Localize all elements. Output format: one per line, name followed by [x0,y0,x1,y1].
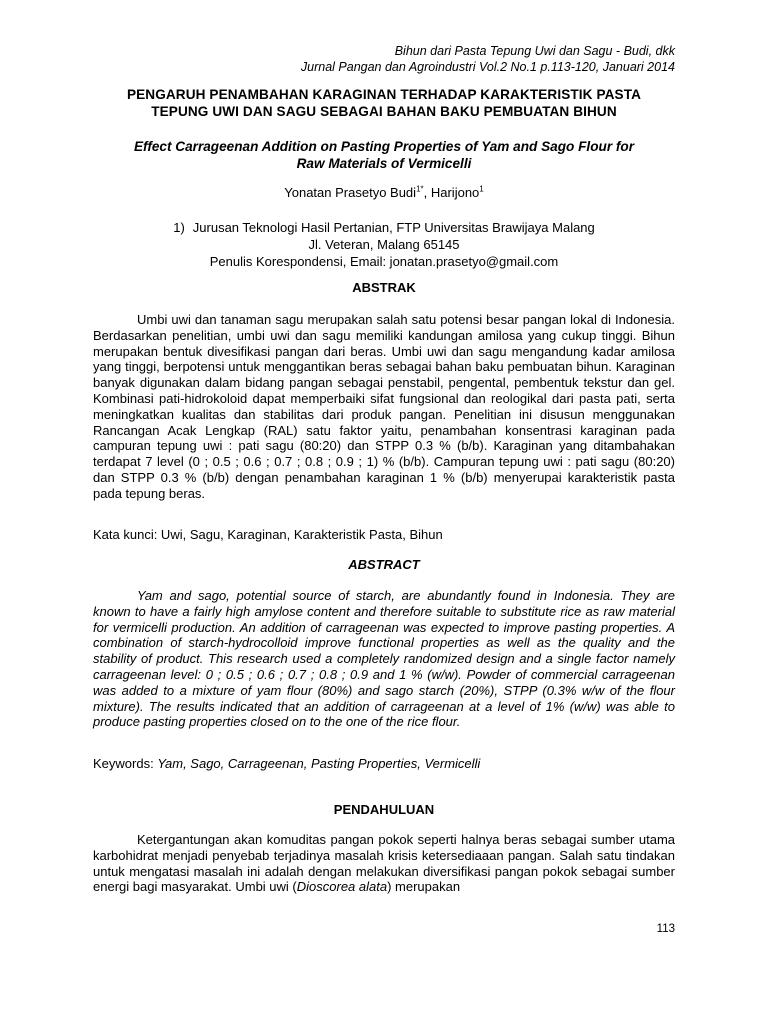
article-title-english-line-1: Effect Carrageenan Addition on Pasting Properties of Yam and Sago Flour for [133,139,635,154]
article-title-line-2: TEPUNG UWI DAN SAGU SEBAGAI BAHAN BAKU PEMBUATAN BIHUN [151,104,617,119]
running-header-title: Bihun dari Pasta Tepung Uwi dan Sagu - Budi, dkk [394,44,675,58]
affiliation-institution: Jurusan Teknologi Hasil Pertanian, FTP Universitas Brawijaya Malang [192,220,595,235]
page-number: 113 [656,923,675,935]
species-name: Dioscorea alata [296,879,388,895]
correspondence-email: Penulis Korespondensi, Email: jonatan.prasetyo@gmail.com [209,254,559,269]
pendahuluan-text: Ketergantungan akan komuditas pangan pokok seperti halnya beras sebagai sumber utama karbohidrat menjadi penyebab terjadinya masalah krisis ketersediaaan pangan. Salah satu tindakan untuk mengatasi masalah ini adalah dengan melakukan diversifikasi pangan pokok sebagai sumber energi bagi masyarakat. Umbi uwi ( [93,832,675,895]
running-header [301,43,675,75]
pendahuluan-body [93,832,675,895]
affiliation-address: Jl. Veteran, Malang 65145 [308,237,460,252]
author-affiliation-mark: 1 [479,184,484,194]
author-separator: , [423,185,431,200]
article-title-english [70,138,698,172]
pendahuluan-heading: PENDAHULUAN [333,802,435,817]
author-affiliation-mark: 1* [416,184,424,194]
article-title [70,86,698,120]
kata-kunci: Kata kunci: Uwi, Sagu, Karaginan, Karakteristik Pasta, Bihun [93,527,443,542]
abstract-body: Yam and sago, potential source of starch, are abundantly found in Indonesia. They are known to have a fairly high amylose content and therefore suitable to substitute rice as raw material for vermicelli production. An addition of carrageenan was expected to improve pasting properties. A combination of starch-hydrocolloid improve functional properties as well as the quality and the stability of product. This research used a completely randomized design and a single factor namely carrageenan level: 0 ; 0.5 ; 0.6 ; 0.7 ; 0.8 ; 0.9 and 1 % (w/w). Powder of commercial carrageenan was added to a mixture of yam flour (80%) and sago starch (20%), STPP (0.3% w/w of the flour mixture). The results indicated that an addition of carrageenan at a level of 1% (w/w) was able to produce pasting properties closed on to the one of the rice flour. [93,588,675,730]
article-title-line-1: PENGARUH PENAMBAHAN KARAGINAN TERHADAP KARAKTERISTIK PASTA [126,87,642,102]
author-name: Harijono [430,185,480,200]
abstrak-heading: ABSTRAK [352,280,416,295]
keywords-list: Yam, Sago, Carrageenan, Pasting Properties, Vermicelli [157,756,481,771]
abstrak-body: Umbi uwi dan tanaman sagu merupakan salah satu potensi besar pangan lokal di Indonesia. Berdasarkan penelitian, umbi uwi dan sagu memiliki kandungan amilosa yang cukup tinggi. Bihun merupakan bentuk divesifikasi pangan dari beras. Umbi uwi dan sagu mengandung kadar amilosa yang tinggi, berpotensi untuk menggantikan beras sebagai bahan baku pembuatan bihun. Karaginan banyak digunakan dalam bidang pangan sebagai penstabil, pengental, pembentuk tekstur dan gel. Kombinasi pati-hidrokoloid dapat memperbaiki sifat fungsional dan reologikal dari pasta pati, serta meningkatkan kualitas dan stabilitas dari produk pangan. Penelitian ini disusun menggunakan Rancangan Acak Lengkap (RAL) satu faktor yaitu, penambahan konsentrasi karaginan pada campuran tepung uwi : pati sagu (80:20) dan STPP 0.3 % (b/b). Karaginan yang ditambahakan terdapat 7 level (0 ; 0.5 ; 0.6 ; 0.7 ; 0.8 ; 0.9 ; 1) % (b/b). Campuran tepung uwi : pati sagu (80:20) dan STPP 0.3 % (b/b) dengan penambahan karaginan 1 % (b/b) menyerupai karakteristik pasta pada tepung beras. [93,312,675,501]
affiliation-number: 1) [173,220,185,235]
affiliation-line [70,219,698,236]
running-header-journal: Jurnal Pangan dan Agroindustri Vol.2 No.1 p.113-120, Januari 2014 [300,60,675,74]
pendahuluan-text-end: ) merupakan [387,879,461,895]
article-title-english-line-2: Raw Materials of Vermicelli [296,156,472,171]
abstract-heading: ABSTRACT [348,557,420,572]
author-name: Yonatan Prasetyo Budi [284,185,417,200]
author-list [70,184,698,201]
keywords [93,756,675,772]
keywords-label: Keywords: [93,756,158,771]
affiliation-block [70,219,698,270]
